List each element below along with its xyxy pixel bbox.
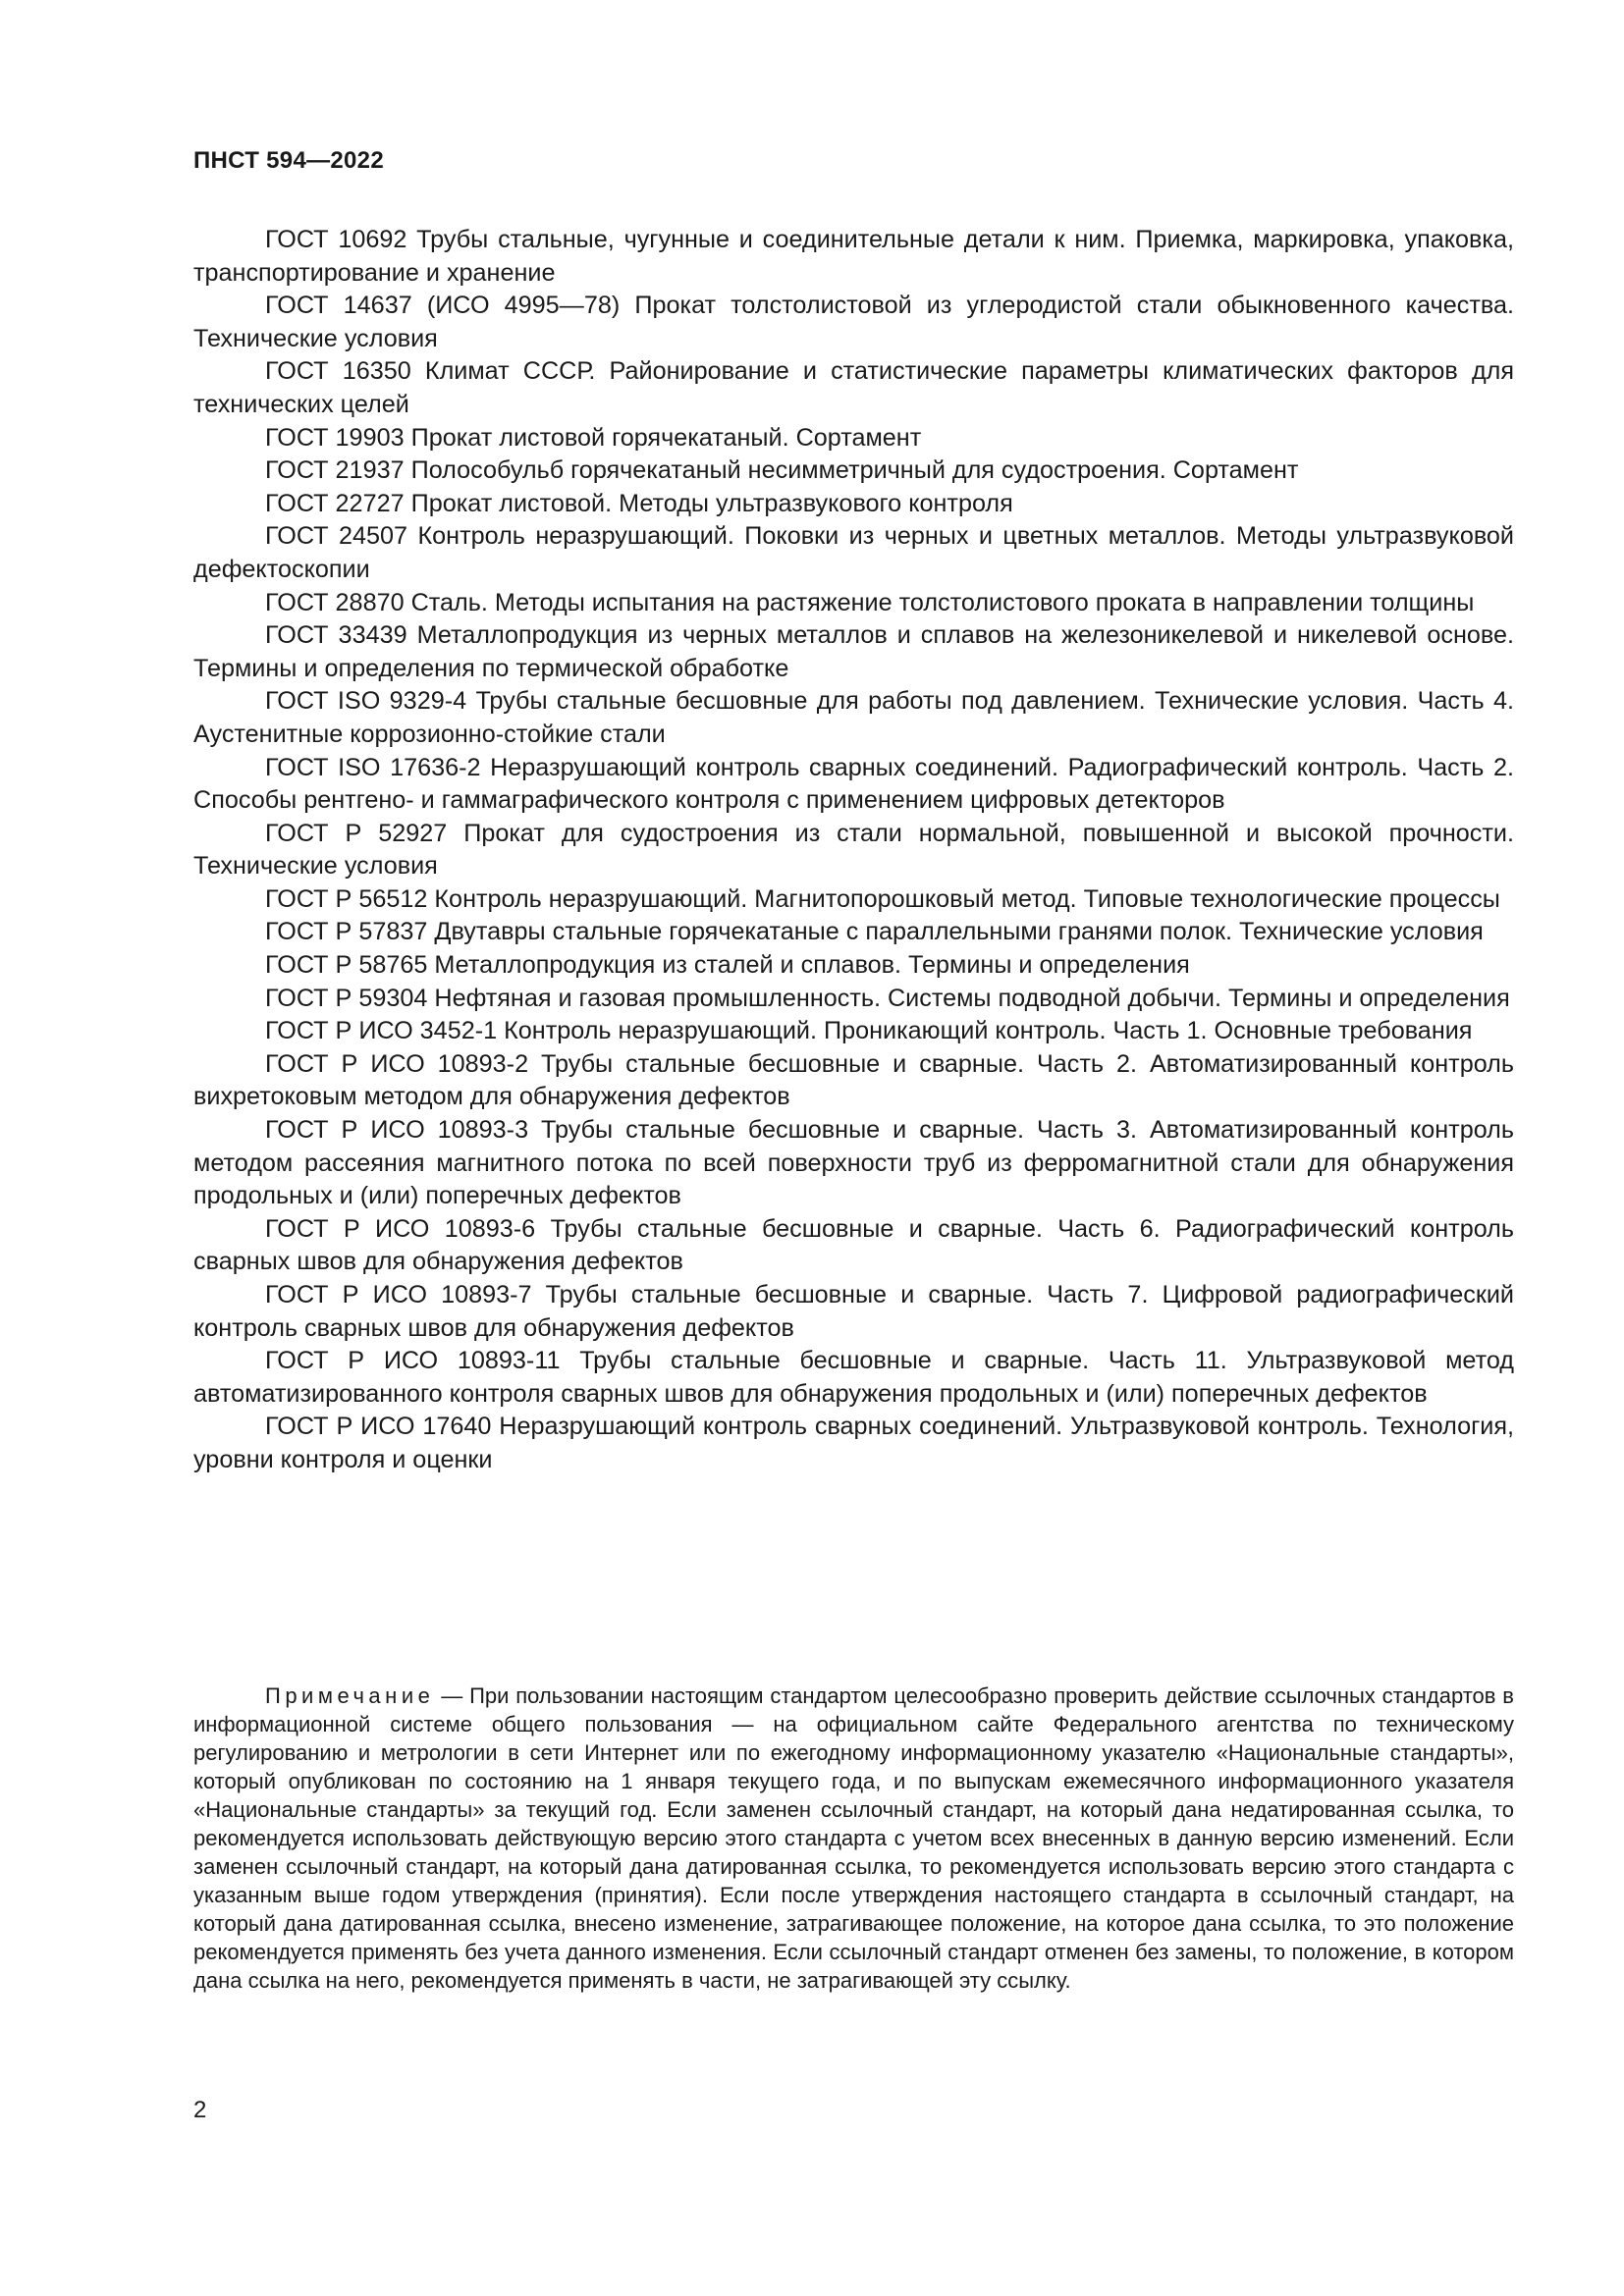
document-code-header: ПНСТ 594—2022 — [193, 147, 384, 174]
reference-item: ГОСТ Р ИСО 10893-11 Трубы стальные бесшовные и сварные. Часть 11. Ультразвуковой метод автоматизированного контроля сварных швов для обнаружения продольных и (или) поперечных дефектов — [193, 1347, 1514, 1408]
reference-item: ГОСТ Р ИСО 17640 Неразрушающий контроль сварных соединений. Ультразвуковой контроль. Технология, уровни контроля и оценки — [193, 1413, 1514, 1473]
reference-item: ГОСТ Р 57837 Двутавры стальные горячекатаные с параллельными гранями полок. Технические условия — [265, 918, 1484, 946]
reference-item: ГОСТ Р ИСО 10893-2 Трубы стальные бесшовные и сварные. Часть 2. Автоматизированный контроль вихретоковым методом для обнаружения дефектов — [193, 1049, 1514, 1111]
reference-item: ГОСТ Р ИСО 10893-6 Трубы стальные бесшовные и сварные. Часть 6. Радиографический контроль сварных швов для обнаружения дефектов — [193, 1214, 1514, 1276]
reference-item: ГОСТ 28870 Сталь. Методы испытания на растяжение толстолистового проката в направлении толщины — [265, 588, 1475, 616]
reference-item: ГОСТ 10692 Трубы стальные, чугунные и соединительные детали к ним. Приемка, маркировка, упаковка, транспортирование и хранение — [193, 226, 1514, 287]
reference-item: ГОСТ Р 56512 Контроль неразрушающий. Магнитопорошковый метод. Типовые технологические процессы — [265, 884, 1500, 913]
reference-item: ГОСТ 33439 Металлопродукция из черных металлов и сплавов на железоникелевой и никелевой основе. Термины и определения по термической обработке — [193, 621, 1514, 682]
normative-references-list — [193, 224, 1514, 1477]
reference-item: ГОСТ 14637 (ИСО 4995—78) Прокат толстолистовой из углеродистой стали обыкновенного качества. Технические условия — [193, 292, 1514, 352]
reference-item: ГОСТ 19903 Прокат листовой горячекатаный. Сортамент — [265, 423, 922, 452]
reference-item: ГОСТ 22727 Прокат листовой. Методы ультразвукового контроля — [265, 489, 1013, 517]
reference-item: ГОСТ Р ИСО 10893-7 Трубы стальные бесшовные и сварные. Часть 7. Цифровой радиографический контроль сварных швов для обнаружения дефектов — [193, 1281, 1514, 1342]
reference-item: ГОСТ Р 58765 Металлопродукция из сталей и сплавов. Термины и определения — [265, 951, 1190, 980]
reference-item: ГОСТ 16350 Климат СССР. Районирование и статистические параметры климатических факторов для технических целей — [193, 357, 1514, 418]
reference-item: ГОСТ Р 59304 Нефтяная и газовая промышленность. Системы подводной добычи. Термины и определения — [265, 984, 1510, 1012]
reference-item: ГОСТ Р ИСО 10893-3 Трубы стальные бесшовные и сварные. Часть 3. Автоматизированный контроль методом рассеяния магнитного потока по всей поверхности труб из ферромагнитной стали для обнаружения продольных и (или) поперечных дефектов — [193, 1116, 1514, 1210]
page-number: 2 — [193, 2097, 207, 2123]
reference-item: ГОСТ 21937 Полособульб горячекатаный несимметричный для судостроения. Сортамент — [265, 456, 1299, 485]
reference-item: ГОСТ ISO 17636-2 Неразрушающий контроль сварных соединений. Радиографический контроль. Часть 2. Способы рентгено- и гаммаграфического контроля с применением цифровых детекторов — [193, 753, 1514, 815]
reference-item: ГОСТ Р ИСО 3452-1 Контроль неразрушающий. Проникающий контроль. Часть 1. Основные требования — [265, 1017, 1473, 1045]
reference-item: ГОСТ Р 52927 Прокат для судостроения из стали нормальной, повышенной и высокой прочности. Технические условия — [193, 819, 1514, 881]
note-paragraph — [193, 1682, 1514, 1995]
reference-item: ГОСТ ISO 9329-4 Трубы стальные бесшовные для работы под давлением. Технические условия. Часть 4. Аустенитные коррозионно-стойкие стали — [193, 687, 1514, 748]
reference-item: ГОСТ 24507 Контроль неразрушающий. Поковки из черных и цветных металлов. Методы ультразвуковой дефектоскопии — [193, 522, 1514, 583]
note-text: — При пользовании настоящим стандартом целесообразно проверить действие ссылочных стандартов в информационной системе общего пользования — на официальном сайте Федерального агентства по техническому регулированию и метрологии в сети Интернет или по ежегодному информационному указателю «Национальные стандарты», который опубликован по состоянию на 1 января текущего года, и по выпускам ежемесячного информационного указателя «Национальные стандарты» за текущий год. Если заменен ссылочный стандарт, на который дана недатированная ссылка, то рекомендуется использовать действующую версию этого стандарта с учетом всех внесенных в данную версию изменений. Если заменен ссылочный стандарт, на который дана датированная ссылка, то рекомендуется использовать версию этого стандарта с указанным выше годом утверждения (принятия). Если после утверждения настоящего стандарта в ссылочный стандарт, на который дана датированная ссылка, внесено изменение, затрагивающее положение, на которое дана ссылка, то это положение рекомендуется применять без учета данного изменения. Если ссылочный стандарт отменен без замены, то положение, в котором дана ссылка на него, рекомендуется применять в части, не затрагивающей эту ссылку. — [193, 1683, 1514, 1993]
note-label: Примечание — [265, 1683, 435, 1708]
